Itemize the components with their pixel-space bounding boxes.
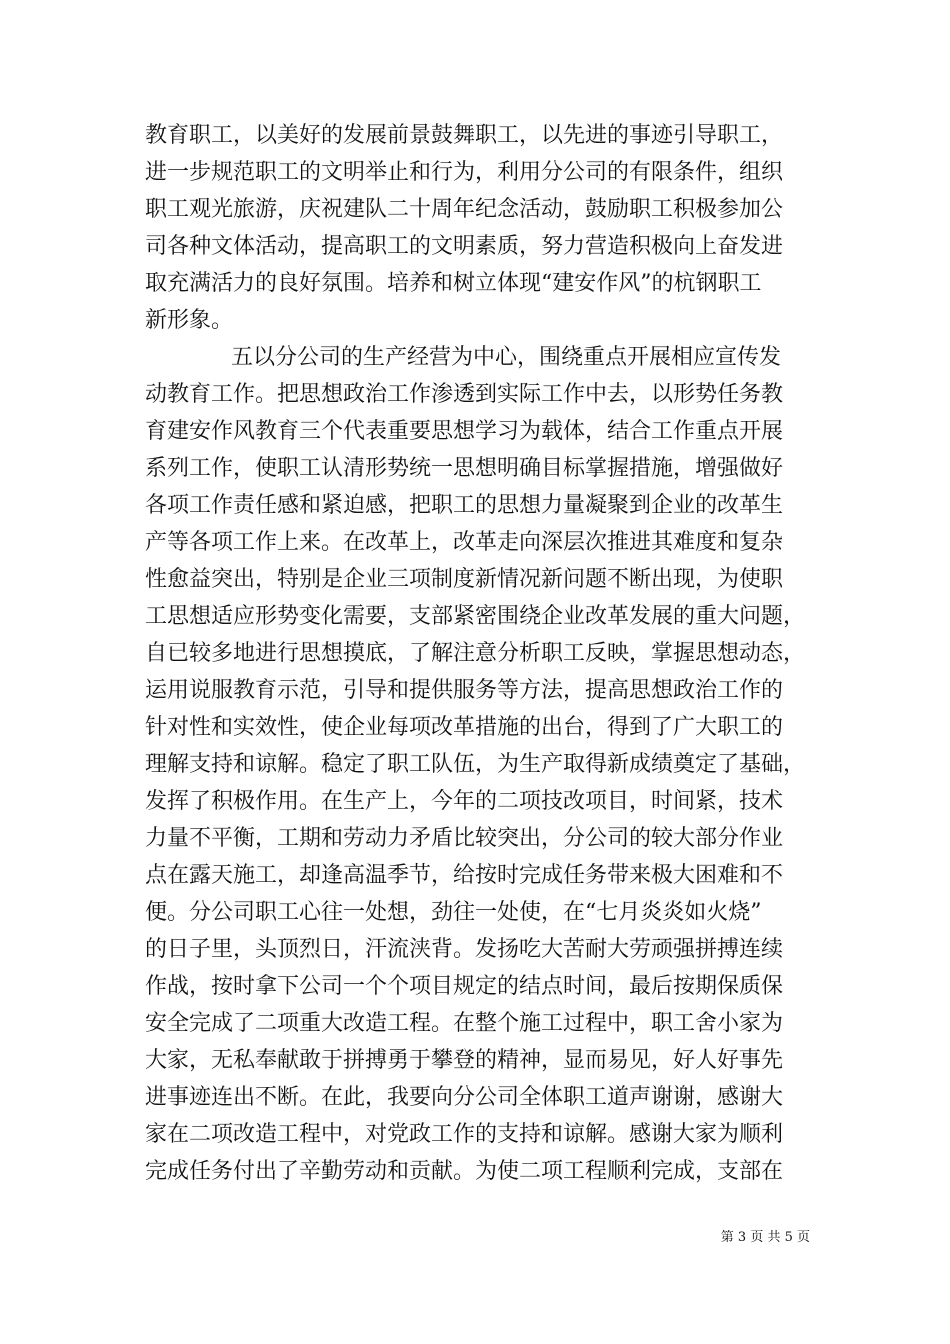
text-line: 教育职工，以美好的发展前景鼓舞职工，以先进的事迹引导职工，	[145, 123, 784, 148]
text-line: 自已较多地进行思想摸底，了解注意分析职工反映，掌握思想动态，	[145, 641, 806, 666]
page-number-footer: 第 3 页 共 5 页	[720, 1230, 810, 1245]
text-line: 作战，按时拿下公司一个个项目规定的结点时间，最后按期保质保	[145, 974, 784, 999]
text-line: 取充满活力的良好氛围。培养和树立体现“建安作风”的杭钢职工	[145, 271, 762, 296]
text-line: 发挥了积极作用。在生产上，今年的二项技改项目，时间紧，技术	[145, 789, 784, 814]
text-line: 完成任务付出了辛勤劳动和贡献。为使二项工程顺利完成，支部在	[145, 1159, 784, 1184]
text-line: 针对性和实效性，使企业每项改革措施的出台，得到了广大职工的	[145, 715, 784, 740]
text-line: 新形象。	[145, 308, 234, 333]
text-line: 动教育工作。把思想政治工作渗透到实际工作中去，以形势任务教	[145, 382, 784, 407]
text-line: 各项工作责任感和紧迫感，把职工的思想力量凝聚到企业的改革生	[145, 493, 784, 518]
text-line: 进事迹连出不断。在此，我要向分公司全体职工道声谢谢，感谢大	[145, 1085, 784, 1110]
text-line: 工思想适应形势变化需要，支部紧密围绕企业改革发展的重大问题，	[145, 604, 806, 629]
text-line: 力量不平衡，工期和劳动力矛盾比较突出，分公司的较大部分作业	[145, 826, 784, 851]
text-line: 系列工作，使职工认清形势统一思想明确目标掌握措施，增强做好	[145, 456, 784, 481]
text-line: 产等各项工作上来。在改革上，改革走向深层次推进其难度和复杂	[145, 530, 784, 555]
text-line: 家在二项改造工程中，对党政工作的支持和谅解。感谢大家为顺利	[145, 1122, 784, 1147]
text-line: 大家，无私奉献敢于拼搏勇于攀登的精神，显而易见，好人好事先	[145, 1048, 784, 1073]
text-line: 育建安作风教育三个代表重要思想学习为载体，结合工作重点开展	[145, 419, 784, 444]
text-line: 进一步规范职工的文明举止和行为，利用分公司的有限条件，组织	[145, 160, 784, 185]
text-line: 点在露天施工，却逢高温季节，给按时完成任务带来极大困难和不	[145, 863, 784, 888]
text-line: 职工观光旅游，庆祝建队二十周年纪念活动，鼓励职工积极参加公	[145, 197, 784, 222]
text-line: 理解支持和谅解。稳定了职工队伍，为生产取得新成绩奠定了基础，	[145, 752, 806, 777]
text-line: 运用说服教育示范，引导和提供服务等方法，提高思想政治工作的	[145, 678, 784, 703]
text-line: 安全完成了二项重大改造工程。在整个施工过程中，职工舍小家为	[145, 1011, 784, 1036]
text-line: 司各种文体活动，提高职工的文明素质，努力营造积极向上奋发进	[145, 234, 784, 259]
text-line: 五以分公司的生产经营为中心，围绕重点开展相应宣传发	[231, 345, 782, 370]
text-line: 性愈益突出，特别是企业三项制度新情况新问题不断出现，为使职	[145, 567, 784, 592]
text-line: 的日子里，头顶烈日，汗流浃背。发扬吃大苦耐大劳顽强拼搏连续	[145, 937, 784, 962]
text-line: 便。分公司职工心往一处想，劲往一处使，在“七月炎炎如火烧”	[145, 900, 762, 925]
